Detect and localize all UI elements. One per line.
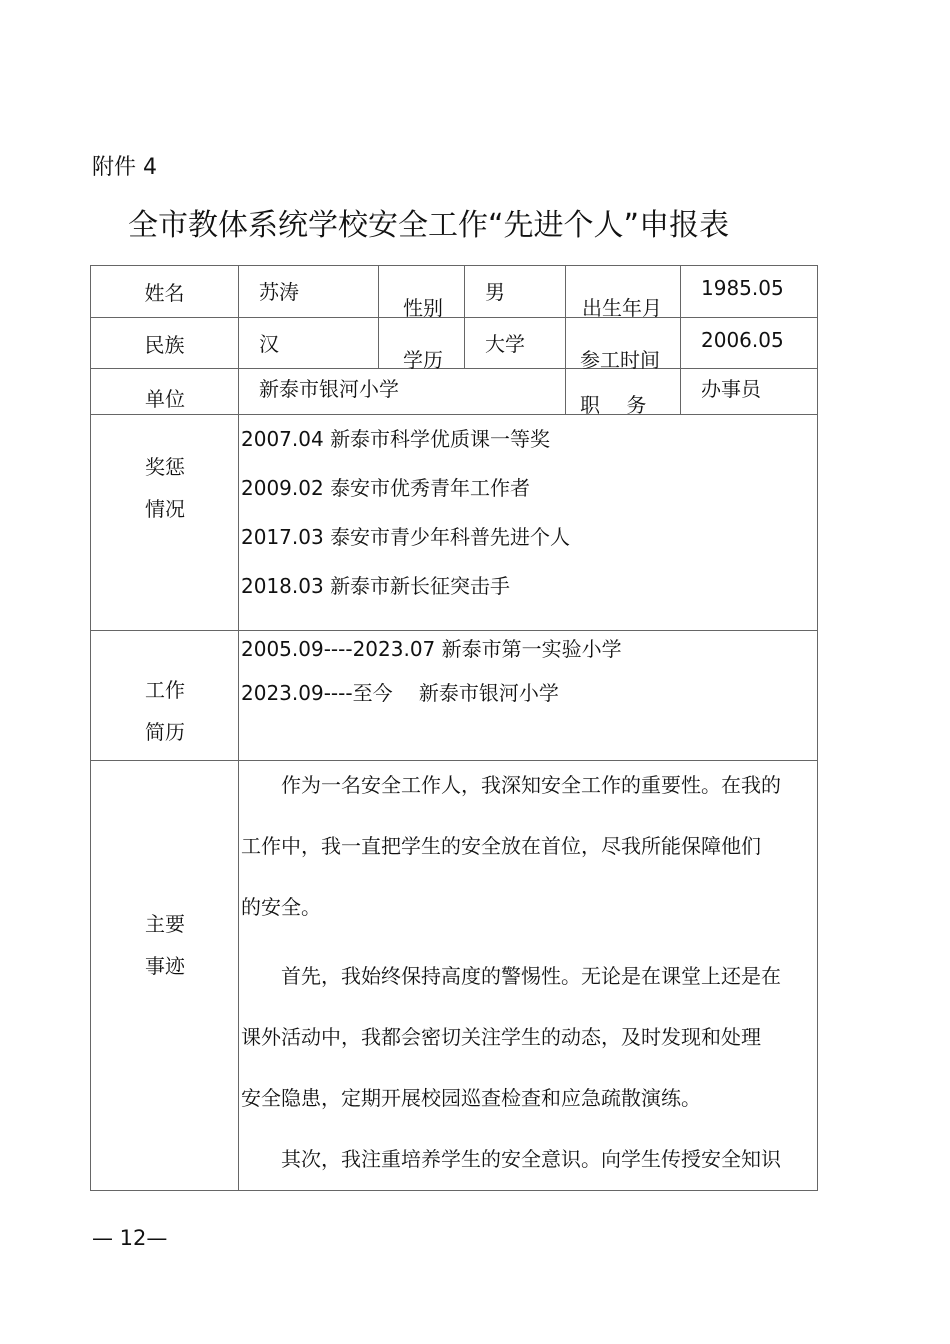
history-label-2: 简历 [145, 720, 185, 744]
deeds-line: 其次，我注重培养学生的安全意识。向学生传授安全知识 [241, 1147, 781, 1171]
history-value-cell [239, 631, 818, 761]
edu-value-cell [465, 318, 566, 369]
birth-value: 1985.05 [701, 276, 784, 300]
work-start-value: 2006.05 [701, 328, 784, 352]
work-start-label: 参工时间 [580, 348, 660, 372]
deeds-label-cell [91, 761, 239, 1191]
deeds-line: 首先，我始终保持高度的警惕性。无论是在课堂上还是在 [241, 964, 781, 988]
ethnic-label: 民族 [144, 332, 185, 357]
unit-value: 新泰市银河小学 [259, 377, 399, 401]
edu-value: 大学 [485, 332, 525, 356]
name-value: 苏涛 [259, 280, 299, 304]
attachment-label: 附件 4 [92, 155, 157, 180]
history-label-1: 工作 [145, 678, 185, 702]
work-start-value-cell [681, 318, 818, 369]
ethnic-value: 汉 [259, 332, 279, 356]
awards-value-cell [239, 415, 818, 631]
gender-label-cell [379, 266, 465, 318]
birth-value-cell [681, 266, 818, 318]
name-label: 姓名 [144, 281, 185, 305]
name-value-cell [239, 266, 379, 318]
page-title: 全市教体系统学校安全工作“先进个人”申报表 [128, 208, 730, 243]
awards-label-2: 情况 [145, 497, 185, 521]
page-number: — 12— [92, 1226, 168, 1250]
award-item: 2017.03 泰安市青少年科普先进个人 [241, 525, 571, 549]
name-label-cell [91, 266, 239, 318]
gender-label: 性别 [403, 296, 443, 320]
unit-label: 单位 [145, 387, 185, 411]
award-item: 2018.03 新泰市新长征突击手 [241, 574, 511, 598]
edu-label-cell [379, 318, 465, 372]
history-label-cell [91, 631, 239, 761]
work-start-label-cell [566, 318, 681, 372]
gender-value-cell [465, 266, 566, 318]
position-label-cell [566, 369, 681, 415]
awards-label-cell [91, 415, 239, 631]
deeds-line: 课外活动中，我都会密切关注学生的动态，及时发现和处理 [241, 1025, 761, 1049]
unit-value-cell [239, 369, 566, 415]
deeds-label-2: 事迹 [145, 954, 185, 978]
deeds-label-1: 主要 [145, 912, 185, 936]
deeds-value-cell [239, 761, 818, 1191]
deeds-line: 安全隐患，定期开展校园巡查检查和应急疏散演练。 [241, 1086, 701, 1110]
gender-value: 男 [485, 280, 505, 304]
awards-label-1: 奖惩 [145, 455, 185, 479]
birth-label: 出生年月 [582, 296, 662, 320]
ethnic-label-cell [91, 318, 239, 369]
birth-label-cell [566, 266, 681, 318]
history-item: 2005.09----2023.07 新泰市第一实验小学 [241, 637, 622, 661]
award-item: 2007.04 新泰市科学优质课一等奖 [241, 427, 551, 451]
unit-label-cell [91, 369, 239, 415]
deeds-line: 的安全。 [241, 895, 321, 919]
edu-label: 学历 [403, 348, 443, 372]
position-value: 办事员 [701, 377, 761, 401]
deeds-line: 作为一名安全工作人，我深知安全工作的重要性。在我的 [241, 773, 781, 797]
position-value-cell [681, 369, 818, 415]
application-table [90, 265, 818, 1191]
history-item: 2023.09----至今 新泰市银河小学 [241, 681, 559, 705]
ethnic-value-cell [239, 318, 379, 369]
award-item: 2009.02 泰安市优秀青年工作者 [241, 476, 531, 500]
position-label: 职 务 [580, 393, 647, 417]
deeds-line: 工作中，我一直把学生的安全放在首位，尽我所能保障他们 [241, 834, 761, 858]
